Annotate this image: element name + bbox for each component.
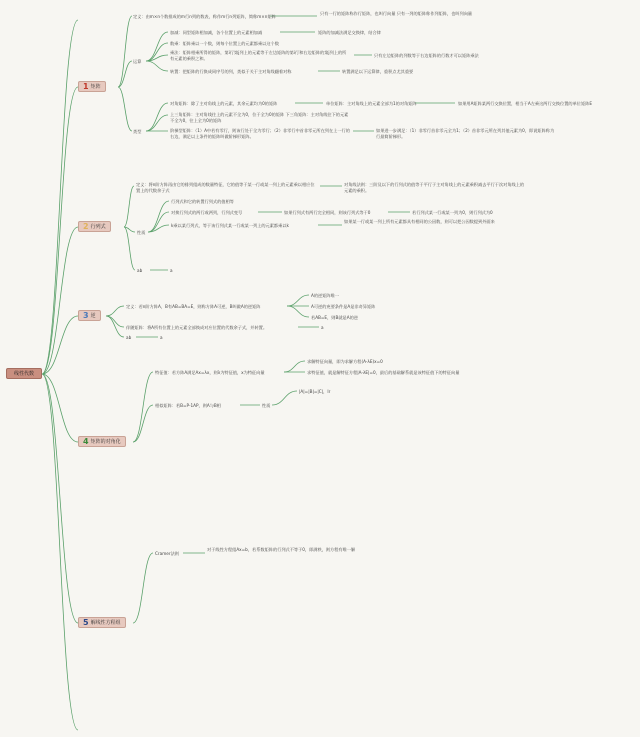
b3-note-2 (287, 306, 309, 317)
b3-ab-value: a (160, 335, 163, 340)
b4-eigenvalue: 特征值：若方阵A满足Ax=λx，则λ为特征值，x为特征向量 (155, 370, 265, 375)
root-to-top (42, 20, 78, 374)
b5-cramer-note: 对于线性方程组Ax=b，若系数矩阵的行列式不等于0，即满秩，则方程有唯一解 (207, 547, 356, 552)
b1-op-add-note: 矩阵的加减法满足交换律，结合律 (318, 30, 381, 35)
branch-1-label: 矩阵 (90, 84, 101, 90)
b3-note-0 (287, 295, 309, 306)
root-to-b2 (42, 227, 78, 374)
branch-4-number: 4 (83, 437, 89, 446)
b5-cramer (133, 553, 153, 623)
b3-note-3: 若AB=E，则B就是A的逆 (311, 315, 358, 320)
b1-types (118, 87, 132, 131)
branch-5-number: 5 (83, 618, 89, 627)
b5-cramer: Cramer法则 (155, 551, 179, 556)
b2-prop-1: 行列式和它的转置行列式的值相等 (171, 199, 234, 204)
b2-prop-3-note: 如果某一行或某一列上所有元素都具有相同的公因数，则可以把公因数提到外面来 (344, 219, 495, 224)
b1-op-transpose: 转置：把矩阵的行换成同序号的列，类似于关于主对角线翻着对称 (170, 69, 292, 74)
b1-def (118, 16, 132, 87)
branch-3-label: 逆 (90, 313, 96, 319)
b2-definition: 定义：将n阶方阵再由它的排列组成的数量特征，它的值等于某一行或某一列上的元素乘以相应位置上的代数余子式 (136, 182, 315, 193)
b2-prop-3: k乘以某行列式，等于该行列式某一行或某一列上的元素都乘以k (171, 223, 289, 228)
b1-type-diagonal: 对角矩阵：除了主对角线上的元素，其余元素均为0的矩阵 (170, 101, 278, 106)
branch-1-matrix[interactable] (78, 81, 106, 92)
b2-ab (124, 227, 135, 270)
branch-2-number: 2 (83, 222, 89, 231)
b3-adjugate-value: a (321, 325, 324, 330)
b2-prop-2: 对换行列式的两行或两列，行列式变号 (171, 210, 243, 215)
b3-def (106, 306, 124, 316)
b1-op-mul-note: 只有左边矩阵的列数等于右边矩阵的行数才可以矩阵乘法 (374, 53, 479, 58)
b2-prop-0 (148, 201, 169, 232)
branch-5-linear-systems[interactable] (78, 617, 126, 628)
b4-eigen-note-1: 求解特征向量，即为求解方程(A-λE)x=0 (307, 359, 383, 364)
b1-type-ladder-note: 如果进一步满足：（1）非零行首非零元全为1；（2）首非零元所在列其他元素为0，即说矩阵称为行最简阶梯形。 (376, 128, 555, 139)
root-to-b5 (42, 374, 78, 623)
root-node[interactable]: 线性代数 (6, 368, 42, 379)
branch-4-diagonalization[interactable] (78, 436, 126, 447)
b1-op-add: 加减：同型矩阵相加减，各个位置上的元素相加减 (170, 30, 263, 35)
b2-def (124, 186, 134, 227)
b2-definition-note: 对角线法则：三阶及以下的行列式的值等于平行于主对角线上的元素乘积减去平行于次对角线上的元素的乘积。 (344, 182, 525, 193)
b4-eigen-note-2: 求特征值，就是解特征方程|A-λE|=0，最后的基础解系就是该特征值下的特征向量 (307, 370, 460, 375)
b4-similar-value: |A|=|B|=|C|，Ir (299, 389, 331, 394)
b4-eig-n1 (284, 361, 305, 372)
branch-2-label: 行列式 (90, 224, 106, 230)
branch-5-label: 解线性方程组 (90, 620, 121, 626)
b3-definition: 定义：若n阶方阵A，B有AB=BA=E，则称方阵A可逆，B叫做A的逆矩阵 (126, 304, 261, 309)
b2-prop-2-note: 如果行列式有两行完全相同，则该行列式等于0 (284, 210, 371, 215)
root-to-b4 (42, 374, 78, 442)
b1-op-0 (146, 32, 168, 61)
branch-4-label: 矩阵的对角化 (90, 439, 121, 445)
b1-definition: 定义：由m×n个数排成的m行n列的数表，称作m行n列矩阵，简称m×n矩阵 (133, 14, 276, 19)
b1-type-unit-note: 如果用A矩阵某两行交换位置，相当于A左乘这两行交换位置的单位矩阵E (458, 101, 593, 106)
b1-type-0 (146, 103, 168, 131)
b1-op-mul: 乘法：矩阵相乘所得的矩阵，第i行第j列上的元素等于左边矩阵的第i行和右边矩阵的第j列上的所有元素的乘积之和。 (170, 50, 347, 61)
b1-op-transpose-note: 转置满足以下运算律，重积点尤其重要 (342, 69, 414, 74)
b3-note-1: A的逆矩阵唯一 (311, 293, 339, 298)
b4-similar-properties: 性质 (262, 403, 271, 408)
b2-prop-2-note2: 若行列式某一行或某一列为0，则行列式为0 (412, 210, 493, 215)
b4-sim-val (272, 391, 297, 405)
b3-adjugate: 伴随矩阵：将A所有位置上的元素全部换成对应位置的代数余子式，并转置。 (126, 325, 268, 330)
b1-type-triangular: 上三角矩阵：主对角线往上的元素不全为0，位于全为0的矩阵 下三角矩阵：主对角线往下的元素不全为0，往上全为0的矩阵 (170, 112, 349, 123)
root-to-tail (42, 374, 78, 730)
b1-operations-label: 运算 (133, 59, 142, 64)
b2-properties-label: 性质 (137, 230, 146, 235)
branch-1-number: 1 (83, 82, 89, 91)
root-to-b3 (42, 316, 78, 374)
b1-op-scalar: 数乘：矩阵乘以一个数，则每个位置上的元素都乘以这个数 (170, 41, 279, 46)
b1-type-ladder: 阶梯型矩阵：（1）A中若有零行，则该行处于全为零行；（2）非零行中首非零元所在列在上一行的右边，满足以上条件的矩阵叫做阶梯形矩阵。 (170, 128, 350, 139)
branch-3-number: 3 (83, 311, 89, 320)
b4-sim (133, 405, 153, 442)
b1-definition-note: 只有一行的矩阵称作行矩阵，也叫行向量 只有一列的矩阵称作列矩阵，也叫列向量 (320, 11, 473, 16)
b3-note-2: A可逆的充要条件是A是非奇异矩阵 (311, 304, 376, 309)
b3-ab-label: ab (126, 335, 132, 340)
b1-type-unit: 单位矩阵：主对角线上的元素全部为1的对角矩阵 (326, 101, 417, 106)
b4-eig (133, 372, 153, 442)
b1-types-label: 类型 (133, 129, 142, 134)
root-to-b1 (42, 87, 78, 374)
b4-similar-matrix: 相似矩阵：若B=P-1AP，则A与B相 (155, 403, 221, 408)
b3-adj (106, 316, 124, 327)
branch-3-inverse[interactable] (78, 310, 101, 321)
b1-op-3 (146, 61, 168, 71)
b2-ab-value: a (170, 268, 173, 273)
b2-prop-1 (148, 212, 169, 232)
branch-2-determinant[interactable] (78, 221, 111, 232)
b2-ab-label: ab (137, 268, 143, 273)
